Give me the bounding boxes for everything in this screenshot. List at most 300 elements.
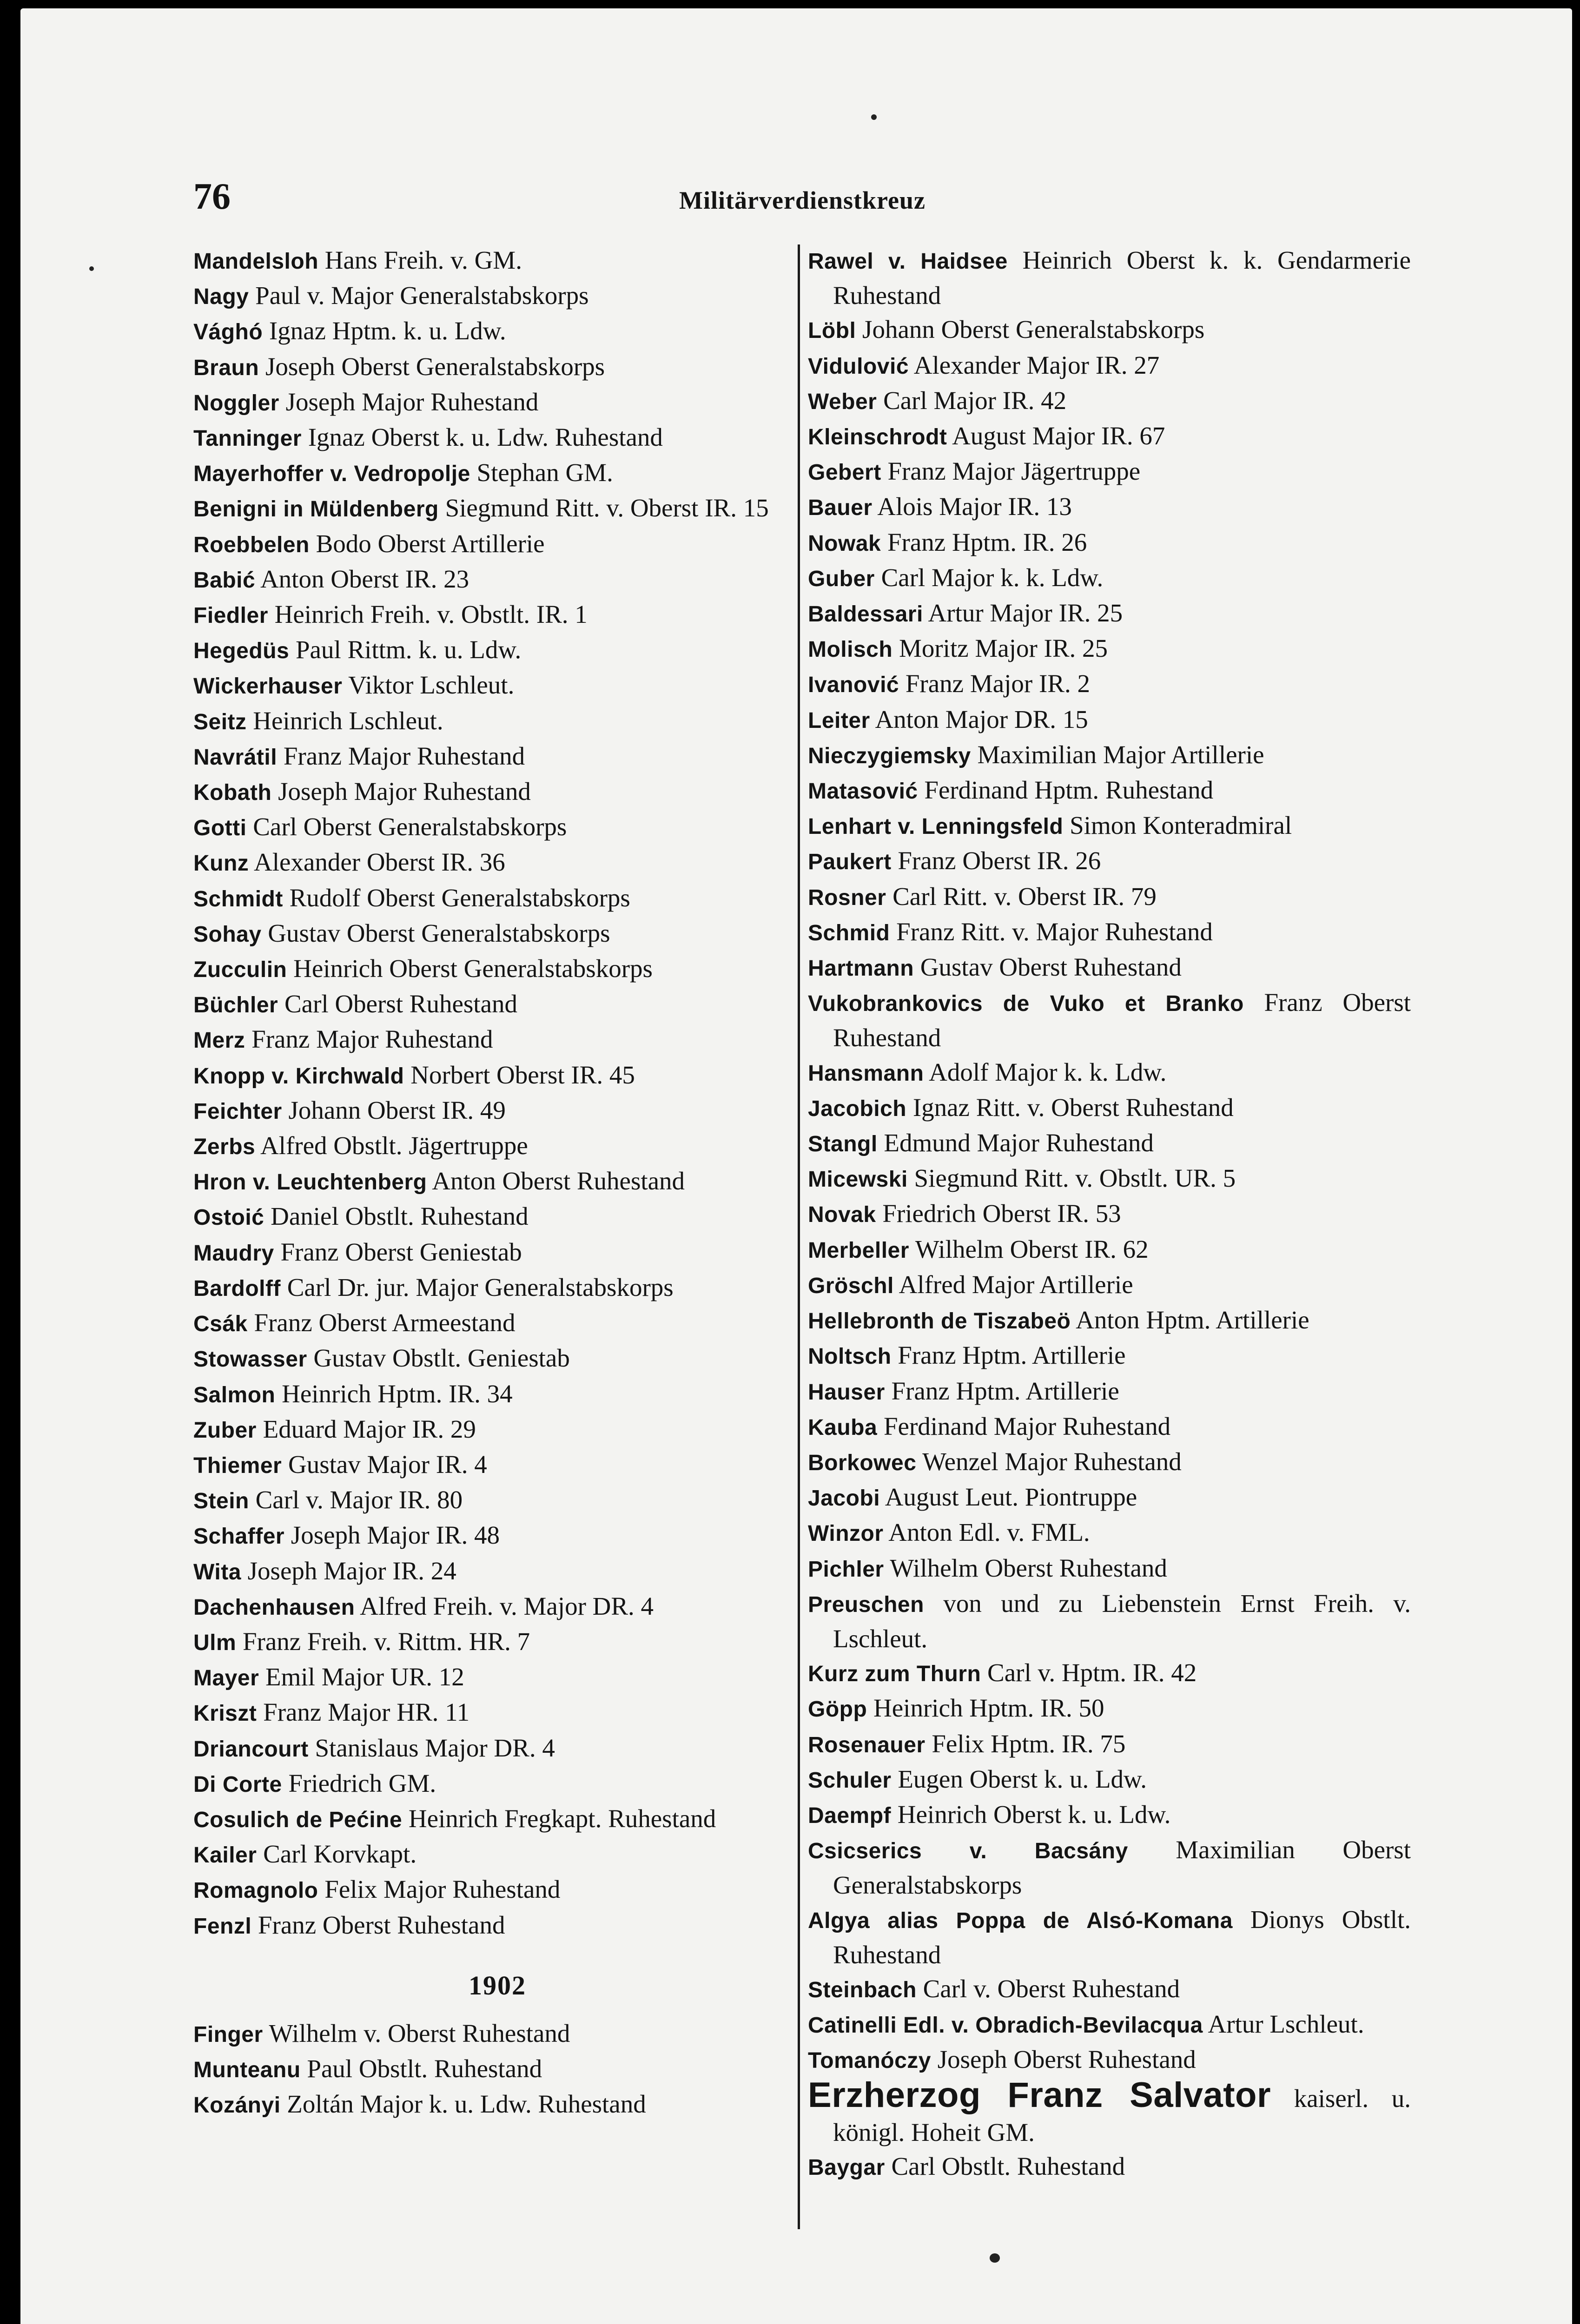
entry-surname: Zerbs (193, 1135, 256, 1160)
register-entry (193, 1518, 801, 1553)
entry-details: Gustav Oberst Generalstabskorps (268, 918, 610, 947)
register-entry (193, 1058, 801, 1093)
entry-details: Joseph Oberst Generalstabskorps (265, 352, 605, 381)
entry-details: Wilhelm Oberst IR. 62 (915, 1235, 1149, 1263)
entry-surname: Kleinschrodt (808, 425, 947, 450)
entry-surname: Löbl (808, 318, 856, 343)
entry-details: Dionys Obstlt. Ruhestand (833, 1905, 1411, 1969)
entry-surname: Kozányi (193, 2093, 281, 2118)
register-entry (193, 916, 801, 951)
entry-surname: Novak (808, 1202, 876, 1228)
entry-surname: Munteanu (193, 2058, 301, 2083)
entry-surname: Seitz (193, 709, 247, 734)
entry-details: Alexander Oberst IR. 36 (254, 848, 505, 877)
entry-details: Zoltán Major k. u. Ldw. Ruhestand (287, 2090, 646, 2119)
entry-surname: Zucculin (193, 957, 287, 983)
entry-surname: Navrátil (193, 745, 278, 770)
entry-surname: Guber (808, 566, 875, 591)
entry-surname: Leiter (808, 708, 870, 733)
entry-surname: Pichler (808, 1557, 884, 1582)
entry-details: Joseph Major Ruhestand (278, 777, 531, 806)
register-entry (808, 1833, 1411, 1902)
register-entry (193, 350, 801, 385)
entry-surname: Gotti (193, 816, 247, 841)
register-entry (808, 1374, 1411, 1409)
register-entry (193, 1235, 801, 1270)
entry-details: Franz Oberst IR. 26 (898, 846, 1101, 875)
entry-details: Hans Freih. v. GM. (324, 246, 522, 274)
register-entry (808, 419, 1411, 454)
register-entry (808, 1727, 1411, 1762)
entry-details: Carl v. Major IR. 80 (255, 1486, 463, 1514)
register-entry (193, 1412, 801, 1447)
register-entry (193, 668, 801, 703)
entry-details: Carl Oberst Generalstabskorps (253, 812, 567, 841)
entry-surname: Salmon (193, 1382, 276, 1407)
entry-surname: Stein (193, 1489, 249, 1514)
entry-details: Franz Major Jägertruppe (887, 457, 1141, 486)
register-entry (808, 561, 1411, 596)
entry-details: Franz Hptm. Artillerie (898, 1341, 1126, 1370)
entry-surname: Rosner (808, 885, 886, 910)
entry-details: Heinrich Hptm. IR. 34 (282, 1379, 513, 1408)
entry-surname: Bauer (808, 495, 873, 521)
entry-surname: Nowak (808, 531, 881, 556)
entry-details: Alfred Obstlt. Jägertruppe (260, 1131, 528, 1160)
register-entry (808, 243, 1411, 312)
register-entry (808, 348, 1411, 383)
entry-details: Heinrich Freih. v. Obstlt. IR. 1 (274, 600, 588, 629)
register-entry (808, 631, 1411, 667)
entry-surname: Thiemer (193, 1453, 282, 1478)
register-entry (808, 1445, 1411, 1480)
register-entry (808, 879, 1411, 915)
register-entry (193, 987, 801, 1022)
entry-details: Emil Major UR. 12 (265, 1663, 464, 1691)
entry-surname: Zuber (193, 1418, 257, 1443)
register-entry (193, 1270, 801, 1306)
register-entry (193, 1872, 801, 1908)
entry-surname: Hauser (808, 1380, 885, 1405)
entry-details: Joseph Oberst Ruhestand (937, 2045, 1196, 2074)
register-entry (193, 2016, 801, 2052)
entry-details: August Leut. Piontruppe (885, 1483, 1137, 1512)
entry-surname: Hartmann (808, 956, 914, 981)
entry-surname: Kobath (193, 780, 272, 805)
entry-details: Viktor Lschleut. (348, 671, 515, 700)
register-entry (193, 2087, 801, 2122)
register-entry (808, 454, 1411, 489)
entry-details: Rudolf Oberst Generalstabskorps (289, 883, 630, 912)
entry-details: Ignaz Ritt. v. Oberst Ruhestand (912, 1093, 1234, 1122)
entry-details: Franz Oberst Ruhestand (833, 988, 1411, 1052)
entry-surname: Knopp v. Kirchwald (193, 1063, 404, 1089)
register-entry (808, 383, 1411, 419)
register-entry (808, 2075, 1411, 2149)
page-header (193, 173, 1411, 224)
entry-details: Carl v. Oberst Ruhestand (923, 1974, 1180, 2003)
entry-details: Felix Major Ruhestand (324, 1875, 561, 1904)
register-entry (193, 1164, 801, 1199)
register-entry (193, 881, 801, 916)
entry-surname: Wita (193, 1559, 241, 1585)
entry-details: Anton Hptm. Artillerie (1076, 1306, 1309, 1334)
entry-surname: Gröschl (808, 1273, 894, 1298)
register-entry (193, 1766, 801, 1802)
entry-details: Franz Oberst Armeestand (254, 1308, 516, 1337)
register-entry (808, 738, 1411, 773)
year-heading: 1902 (469, 1970, 526, 2000)
register-entry (808, 808, 1411, 844)
register-entry (193, 633, 801, 668)
register-entry (193, 597, 801, 633)
entry-details: Franz Hptm. IR. 26 (887, 528, 1087, 556)
register-entry (808, 1303, 1411, 1338)
entry-details: Stephan GM. (476, 458, 613, 487)
left-column (193, 243, 801, 2123)
entry-surname: Kurz zum Thurn (808, 1662, 981, 1687)
entry-surname: Weber (808, 389, 877, 414)
entry-surname: Benigni in Müldenberg (193, 497, 439, 522)
entry-surname: Finger (193, 2022, 263, 2047)
entry-surname: Driancourt (193, 1736, 309, 1762)
entry-details: von und zu Liebenstein Ernst Freih. v. Lschleut. (833, 1589, 1411, 1653)
register-entry (193, 1377, 801, 1412)
register-entry (808, 1338, 1411, 1373)
entry-details: Eduard Major IR. 29 (263, 1414, 476, 1443)
entry-surname: Hron v. Leuchtenberg (193, 1170, 427, 1195)
register-entry (193, 2052, 801, 2087)
scan-speck (990, 2253, 1000, 2263)
entry-surname: Vukobrankovics de Vuko et Branko (808, 991, 1244, 1017)
entry-surname: Ostoić (193, 1205, 264, 1230)
entry-details: Siegmund Ritt. v. Oberst IR. 15 (445, 494, 769, 522)
entry-details: Simon Konteradmiral (1070, 811, 1292, 840)
entry-details: Adolf Major k. k. Ldw. (929, 1057, 1167, 1086)
register-entry (808, 596, 1411, 631)
entry-details: Carl v. Hptm. IR. 42 (987, 1658, 1197, 1687)
register-entry (808, 525, 1411, 561)
entry-surname: Wickerhauser (193, 674, 343, 699)
entry-surname: Braun (193, 355, 259, 380)
register-entry (808, 1551, 1411, 1586)
entry-surname: Nagy (193, 284, 249, 310)
entry-surname: Merz (193, 1028, 245, 1053)
register-entry (193, 1624, 801, 1660)
entry-surname: Baldessari (808, 602, 923, 627)
register-entry (193, 314, 801, 349)
entry-details: Gustav Major IR. 4 (288, 1450, 487, 1479)
entry-details: Alfred Freih. v. Major DR. 4 (360, 1591, 654, 1620)
entry-details: Franz Major Ruhestand (283, 741, 525, 770)
entry-details: Stanislaus Major DR. 4 (315, 1733, 555, 1762)
register-entry (193, 385, 801, 420)
register-entry (193, 951, 801, 987)
entry-details: Heinrich Fregkapt. Ruhestand (408, 1804, 716, 1833)
entry-details: Paul Obstlt. Ruhestand (307, 2054, 542, 2083)
register-entry (808, 1126, 1411, 1161)
entry-details: Heinrich Oberst k. k. Gendarmerie Ruhestand (833, 246, 1411, 310)
entry-details: Carl Oberst Ruhestand (284, 990, 517, 1018)
register-entry (193, 1695, 801, 1730)
entry-details: Ferdinand Hptm. Ruhestand (924, 776, 1214, 805)
register-entry (193, 1129, 801, 1164)
register-entry (193, 845, 801, 880)
register-entry (808, 773, 1411, 808)
entry-surname: Mayerhoffer v. Vedropolje (193, 462, 470, 487)
entry-surname: Catinelli Edl. v. Obradich-Bevilacqua (808, 2013, 1203, 2038)
entry-details: Carl Ritt. v. Oberst IR. 79 (892, 882, 1157, 911)
register-entry (193, 1199, 801, 1235)
entry-surname: Micewski (808, 1167, 908, 1192)
entry-details: Carl Dr. jur. Major Generalstabskorps (287, 1273, 674, 1301)
entry-surname: Baygar (808, 2155, 885, 2180)
entry-details: Ignaz Hptm. k. u. Ldw. (269, 317, 506, 345)
entry-details: Joseph Major IR. 48 (291, 1521, 500, 1550)
entry-details: Heinrich Lschleut. (253, 706, 443, 735)
register-entry (808, 702, 1411, 738)
entry-details: Maximilian Major Artillerie (977, 740, 1264, 769)
register-entry (808, 915, 1411, 950)
register-entry (808, 1586, 1411, 1656)
register-entry (808, 1232, 1411, 1268)
entry-surname: Mayer (193, 1666, 259, 1691)
entry-details: Franz Freih. v. Rittm. HR. 7 (242, 1627, 530, 1656)
entry-surname: Fenzl (193, 1914, 252, 1939)
entry-details: Heinrich Oberst k. u. Ldw. (897, 1800, 1171, 1829)
entry-details: Friedrich GM. (288, 1769, 436, 1797)
entry-surname: Kunz (193, 851, 249, 876)
entry-details: Franz Major HR. 11 (263, 1698, 470, 1727)
entry-details: Wilhelm v. Oberst Ruhestand (269, 2019, 570, 2047)
entry-details: Ignaz Oberst k. u. Ldw. Ruhestand (308, 423, 663, 452)
register-entry (808, 1762, 1411, 1797)
register-entry (193, 278, 801, 314)
entry-surname: Jacobi (808, 1486, 880, 1511)
entry-surname: Kriszt (193, 1701, 257, 1726)
register-entry (808, 1196, 1411, 1232)
scanned-page (20, 8, 1572, 2324)
register-entry (808, 1515, 1411, 1551)
entry-surname: Vághó (193, 320, 263, 345)
entry-details: Artur Lschleut. (1208, 2010, 1364, 2039)
entry-surname: Babić (193, 568, 256, 593)
entry-surname: Paukert (808, 850, 892, 875)
register-entry (808, 844, 1411, 879)
entry-details: Carl Korvkapt. (263, 1840, 417, 1868)
register-entry (193, 1341, 801, 1376)
entry-surname: Hellebronth de Tiszabeö (808, 1309, 1071, 1334)
entry-details: Ferdinand Major Ruhestand (883, 1412, 1171, 1440)
entry-details: Carl Major IR. 42 (883, 386, 1067, 415)
entry-details: Alfred Major Artillerie (899, 1270, 1133, 1299)
register-entry (193, 810, 801, 845)
entry-details: Wilhelm Oberst Ruhestand (890, 1553, 1167, 1582)
entry-details: Alexander Major IR. 27 (913, 350, 1160, 379)
entry-surname: Schuler (808, 1768, 892, 1793)
entry-surname: Ivanović (808, 673, 899, 698)
entry-details: August Major IR. 67 (952, 422, 1165, 450)
entry-details: Franz Major IR. 2 (905, 669, 1090, 698)
register-entry (193, 491, 801, 526)
entry-details: Anton Major DR. 15 (875, 705, 1088, 733)
register-entry (193, 456, 801, 491)
entry-details: Anton Oberst IR. 23 (260, 564, 469, 593)
entry-surname: Romagnolo (193, 1878, 318, 1903)
register-entry (193, 1554, 801, 1589)
entry-surname: Bardolff (193, 1276, 281, 1301)
entry-details: Felix Hptm. IR. 75 (932, 1729, 1126, 1758)
entry-details: Paul v. Major Generalstabskorps (255, 281, 589, 310)
entry-surname: Molisch (808, 637, 893, 662)
running-title: Militärverdienstkreuz (679, 186, 926, 214)
register-entry (808, 1972, 1411, 2007)
register-entry (193, 1306, 801, 1341)
page-number: 76 (193, 176, 231, 217)
entry-details: Eugen Oberst k. u. Ldw. (898, 1764, 1147, 1793)
entry-details: Franz Oberst Geniestab (280, 1237, 522, 1266)
entry-surname: Mandelsloh (193, 249, 319, 274)
entry-surname: Schmidt (193, 886, 283, 911)
entry-surname: Rosenauer (808, 1732, 926, 1757)
entry-details: Carl Major k. k. Ldw. (881, 563, 1104, 592)
entry-surname: Borkowec (808, 1450, 917, 1475)
register-entry (808, 1691, 1411, 1726)
entry-details: Anton Edl. v. FML. (888, 1518, 1090, 1547)
entry-surname: Tanninger (193, 426, 302, 451)
entry-details: Franz Major Ruhestand (251, 1025, 493, 1054)
entry-surname: Lenhart v. Lenningsfeld (808, 814, 1064, 839)
entry-details: Norbert Oberst IR. 45 (410, 1060, 635, 1089)
entry-surname: Csicserics v. Bacsány (808, 1839, 1128, 1864)
entry-details: Moritz Major IR. 25 (899, 634, 1108, 663)
register-entry (808, 950, 1411, 985)
register-entry (808, 312, 1411, 348)
entry-surname: Ulm (193, 1630, 237, 1655)
register-entry (193, 739, 801, 774)
register-entry (808, 667, 1411, 702)
entry-details: Gustav Obstlt. Geniestab (313, 1344, 570, 1373)
register-entry (193, 1589, 801, 1624)
register-entry (193, 1908, 801, 1943)
entry-surname: Winzor (808, 1521, 884, 1546)
entry-details: Bodo Oberst Artillerie (316, 529, 545, 558)
entry-details: kaiserl. u. königl. Hoheit GM. (833, 2084, 1411, 2146)
entry-surname: Kailer (193, 1843, 257, 1868)
entry-details: Franz Hptm. Artillerie (891, 1376, 1119, 1405)
entry-details: Daniel Obstlt. Ruhestand (271, 1202, 529, 1231)
entry-details: Gustav Oberst Ruhestand (920, 953, 1182, 982)
entry-details: Anton Oberst Ruhestand (432, 1167, 685, 1195)
register-entry (193, 1731, 801, 1766)
entry-surname: Göpp (808, 1697, 867, 1722)
entry-details: Joseph Major IR. 24 (247, 1556, 456, 1585)
entry-surname: Vidulović (808, 354, 909, 379)
entry-surname: Nieczygiemsky (808, 743, 971, 768)
scan-speck (871, 114, 877, 120)
right-column (800, 243, 1411, 2185)
entry-surname: Rawel v. Haidsee (808, 249, 1008, 274)
entry-surname: Steinbach (808, 1977, 917, 2002)
register-entry (808, 2007, 1411, 2042)
entry-surname: Kauba (808, 1415, 878, 1440)
entry-details: Johann Oberst IR. 49 (288, 1096, 506, 1124)
register-entry (193, 1447, 801, 1483)
entry-details: Maximilian Oberst Generalstabskorps (833, 1835, 1411, 1900)
scan-speck (89, 266, 94, 271)
register-entry (193, 1022, 801, 1057)
entry-surname: Fiedler (193, 603, 268, 628)
register-entry (193, 774, 801, 810)
entry-details: Edmund Major Ruhestand (884, 1129, 1154, 1157)
register-entry (193, 243, 801, 278)
entry-surname: Dachenhausen (193, 1595, 355, 1620)
entry-surname: Schaffer (193, 1524, 285, 1549)
entry-surname: Gebert (808, 460, 881, 485)
entry-details: Alois Major IR. 13 (877, 492, 1072, 521)
entry-details: Joseph Major Ruhestand (285, 387, 539, 416)
entry-details: Franz Ritt. v. Major Ruhestand (896, 917, 1213, 946)
register-entry (808, 1902, 1411, 1972)
entry-surname: Erzherzog Franz Salvator (808, 2075, 1271, 2115)
entry-details: Franz Oberst Ruhestand (258, 1910, 505, 1939)
register-entry (193, 562, 801, 597)
entry-surname: Maudry (193, 1241, 274, 1266)
register-entry (808, 1268, 1411, 1303)
entry-surname: Feichter (193, 1099, 282, 1124)
entry-surname: Stangl (808, 1132, 878, 1157)
entry-details: Johann Oberst Generalstabskorps (862, 315, 1205, 344)
entry-surname: Stowasser (193, 1347, 307, 1372)
entry-surname: Di Corte (193, 1772, 282, 1797)
register-entry (193, 1483, 801, 1518)
entry-details: Heinrich Oberst Generalstabskorps (293, 954, 653, 983)
register-entry (193, 1093, 801, 1129)
entry-surname: Csák (193, 1312, 248, 1337)
register-entry (193, 1837, 801, 1872)
entry-surname: Merbeller (808, 1238, 909, 1263)
entry-surname: Tomanóczy (808, 2048, 931, 2073)
entry-details: Siegmund Ritt. v. Obstlt. UR. 5 (914, 1164, 1236, 1193)
register-entry (808, 1480, 1411, 1515)
register-entry (808, 985, 1411, 1055)
register-entry (193, 1802, 801, 1837)
entry-surname: Hansmann (808, 1061, 924, 1086)
entry-surname: Noltsch (808, 1344, 892, 1369)
register-entry (193, 527, 801, 562)
entry-surname: Büchler (193, 993, 278, 1018)
entry-details: Wenzel Major Ruhestand (922, 1447, 1182, 1476)
register-entry (808, 1656, 1411, 1691)
entry-surname: Jacobich (808, 1096, 907, 1121)
entry-surname: Algya alias Poppa de Alsó-Komana (808, 1908, 1233, 1933)
entry-surname: Preuschen (808, 1592, 924, 1617)
register-entry (808, 1409, 1411, 1445)
entry-surname: Schmid (808, 920, 890, 945)
entry-surname: Cosulich de Pećine (193, 1807, 403, 1832)
register-entry (808, 1797, 1411, 1833)
entry-surname: Hegedüs (193, 639, 290, 664)
register-entry (808, 1090, 1411, 1126)
entry-details: Heinrich Hptm. IR. 50 (873, 1694, 1104, 1723)
entry-surname: Noggler (193, 390, 279, 416)
register-entry (808, 489, 1411, 525)
entry-surname: Matasović (808, 779, 918, 804)
entry-surname: Daempf (808, 1803, 892, 1828)
register-entry (808, 1055, 1411, 1090)
entry-details: Paul Rittm. k. u. Ldw. (295, 635, 522, 664)
register-entry (193, 704, 801, 739)
